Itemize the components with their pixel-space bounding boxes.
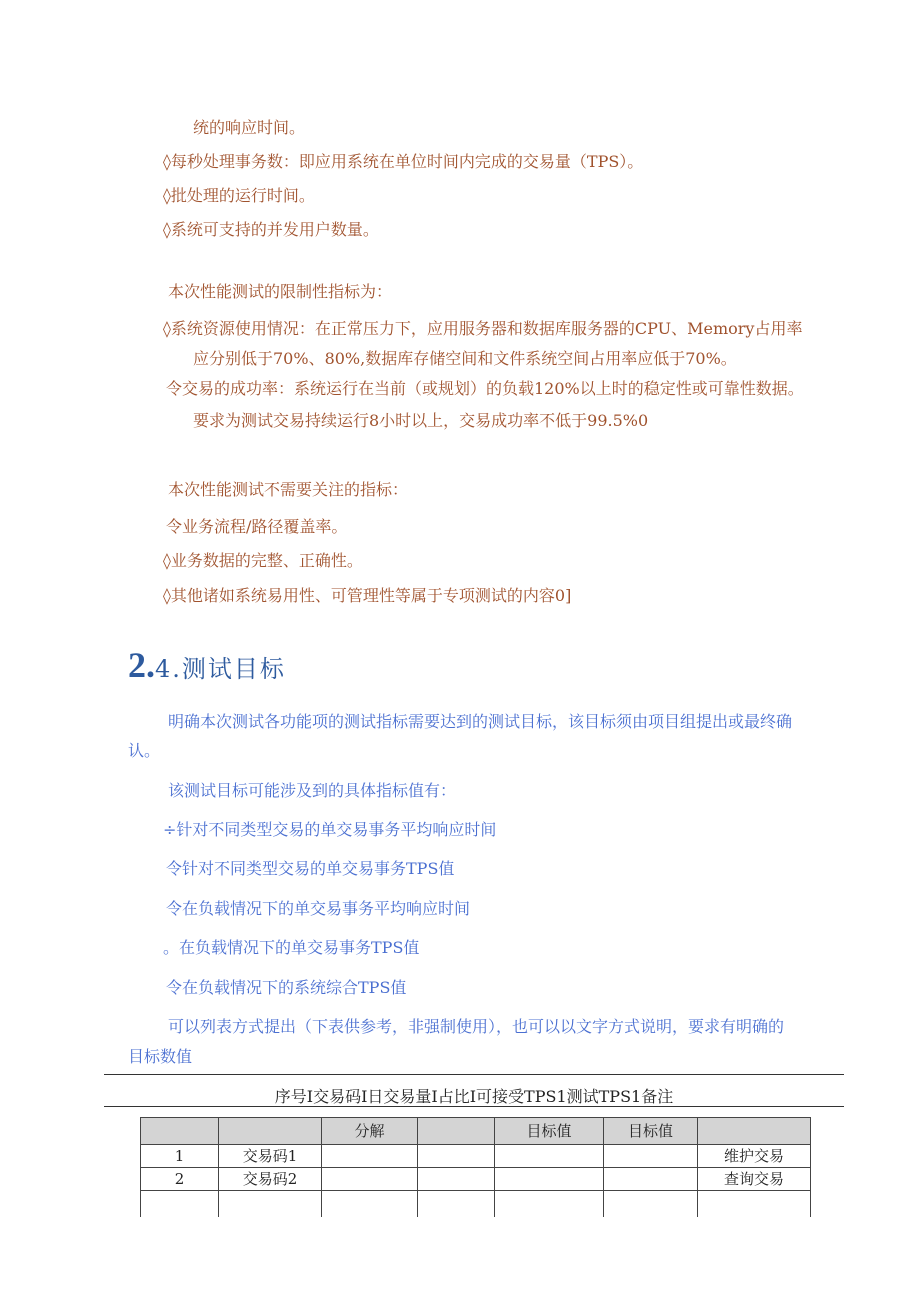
- section-heading-number: 2.: [128, 645, 155, 685]
- ignore-title: 本次性能测试不需要关注的指标：: [168, 480, 409, 499]
- table-cell: [604, 1191, 698, 1218]
- table-header-cell: 目标值: [495, 1118, 604, 1145]
- table-cell: 交易码2: [219, 1168, 322, 1191]
- bullet-concurrent-users: ◊系统可支持的并发用户数量。: [163, 220, 379, 239]
- table-cell: [322, 1168, 418, 1191]
- bullet-success-rate-cont: 要求为测试交易持续运行8小时以上，交易成功率不低于99.5%0: [193, 411, 649, 430]
- section-heading: [128, 644, 286, 686]
- table-top-rule: [104, 1074, 844, 1075]
- bullet-resource-usage: ◊系统资源使用情况：在正常压力下，应用服务器和数据库服务器的CPU、Memory占用率: [163, 319, 803, 338]
- goal-intro: 明确本次测试各功能项的测试指标需要达到的测试目标，该目标须由项目组提出或最终确: [168, 712, 793, 731]
- table-row: [141, 1145, 811, 1168]
- table-cell: 2: [141, 1168, 219, 1191]
- table-row: [141, 1191, 811, 1218]
- bullet-batch-time: ◊批处理的运行时间。: [163, 186, 315, 205]
- table-header-cell: [418, 1118, 495, 1145]
- table-caption: 序号I交易码I日交易量I占比I可接受TPS1测试TPS1备注: [274, 1087, 674, 1106]
- table-row: [141, 1168, 811, 1191]
- table-cell: [418, 1191, 495, 1218]
- table-header-cell: 分解: [322, 1118, 418, 1145]
- bullet-tps: ◊每秒处理事务数：即应用系统在单位时间内完成的交易量（TPS）。: [163, 152, 644, 171]
- table-cell: [322, 1145, 418, 1168]
- section-heading-text: 4.测试目标: [155, 655, 286, 683]
- table-cell: [418, 1145, 495, 1168]
- goal-intro-cont: 认。: [128, 741, 161, 760]
- table-header-cell: [698, 1118, 811, 1145]
- bullet-other: ◊其他诸如系统易用性、可管理性等属于专项测试的内容0]: [163, 586, 572, 605]
- target-table: [140, 1117, 811, 1217]
- goal-item: 令在负载情况下的单交易事务平均响应时间: [166, 899, 471, 918]
- table-header-row: [141, 1118, 811, 1145]
- goal-list-title: 该测试目标可能涉及到的具体指标值有：: [168, 781, 457, 800]
- table-cell: [604, 1168, 698, 1191]
- bullet-coverage: 令业务流程/路径覆盖率。: [166, 517, 348, 536]
- table-header-cell: [219, 1118, 322, 1145]
- table-caption-rule: [104, 1106, 844, 1107]
- goal-item: 令在负载情况下的系统综合TPS值: [166, 978, 407, 997]
- table-cell: 查询交易: [698, 1168, 811, 1191]
- table-cell: [698, 1191, 811, 1218]
- table-cell: [219, 1191, 322, 1218]
- bullet-resource-usage-cont: 应分别低于70%、80%,数据库存储空间和文件系统空间占用率应低于70%。: [193, 349, 737, 368]
- limit-title: 本次性能测试的限制性指标为：: [168, 282, 393, 301]
- table-cell: 交易码1: [219, 1145, 322, 1168]
- table-cell: [495, 1191, 604, 1218]
- table-cell: [495, 1145, 604, 1168]
- text-line: 统的响应时间。: [193, 118, 306, 137]
- table-cell: [322, 1191, 418, 1218]
- table-header-cell: 目标值: [604, 1118, 698, 1145]
- goal-item: 。在负载情况下的单交易事务TPS值: [163, 938, 420, 957]
- table-cell: 1: [141, 1145, 219, 1168]
- goal-item: 令针对不同类型交易的单交易事务TPS值: [166, 859, 455, 878]
- goal-outro: 可以列表方式提出（下表供参考，非强制使用），也可以以文字方式说明，要求有明确的: [168, 1017, 785, 1036]
- table-cell: [141, 1191, 219, 1218]
- table-cell: [495, 1168, 604, 1191]
- goal-outro-cont: 目标数值: [128, 1047, 193, 1066]
- table-cell: [418, 1168, 495, 1191]
- bullet-success-rate: 令交易的成功率：系统运行在当前（或规划）的负载120%以上时的稳定性或可靠性数据。: [166, 379, 804, 398]
- table-header-cell: [141, 1118, 219, 1145]
- goal-item: ÷针对不同类型交易的单交易事务平均响应时间: [163, 820, 497, 839]
- bullet-data-integrity: ◊业务数据的完整、正确性。: [163, 551, 363, 570]
- table-cell: 维护交易: [698, 1145, 811, 1168]
- table-cell: [604, 1145, 698, 1168]
